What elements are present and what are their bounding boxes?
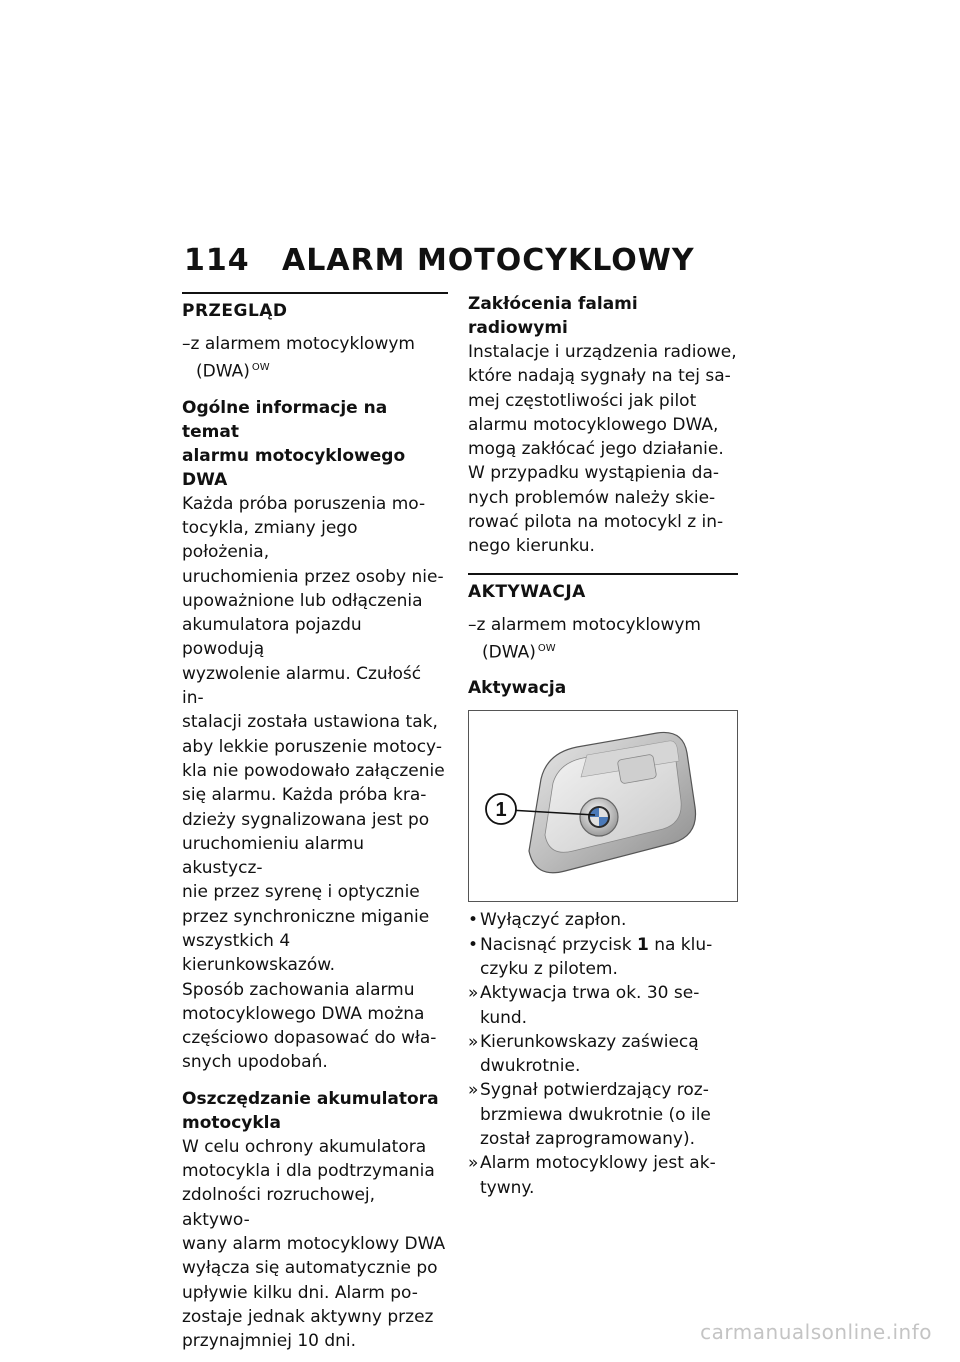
step-result: »Sygnał potwierdzający roz- brzmiewa dwukrotnie (o ile został zaprogramowany). [468, 1080, 711, 1149]
watermark: carmanualsonline.info [700, 1320, 932, 1344]
chapter-title: ALARM MOTOCYKLOWY [282, 243, 695, 278]
section-rule [182, 292, 448, 294]
text-line: które nadają sygnały na tej sa- [468, 366, 731, 387]
text-line: motocykla i dla podtrzymania [182, 1161, 435, 1182]
step-result: »Alarm motocyklowy jest ak- tywny. [468, 1153, 716, 1198]
text-line: alarmu motocyklowego DWA, [468, 414, 719, 435]
text-line: upływie kilku dni. Alarm po- [182, 1282, 418, 1303]
page-header [184, 243, 695, 278]
subheading-battery-1: Oszczędzanie akumulatora [182, 1088, 439, 1109]
text-line: dzieży sygnalizowana jest po [182, 809, 430, 830]
text-line: aby lekkie poruszenie motocy- [182, 736, 442, 757]
text-line: mogą zakłócać jego działanie. [468, 439, 724, 460]
text-line: nie przez syrenę i optycznie [182, 882, 420, 903]
key-fob-figure [468, 710, 738, 902]
text-line: nych problemów należy skie- [468, 487, 716, 508]
section-rule [468, 573, 738, 575]
text-line: nego kierunku. [468, 536, 595, 557]
text-line: uruchomieniu alarmu akustycz- [182, 833, 365, 879]
text-line: W celu ochrony akumulatora [182, 1136, 427, 1157]
text-line: W przypadku wystąpienia da- [468, 463, 720, 484]
text-line: kla nie powodowało załączenie [182, 760, 445, 781]
text-line: snych upodobań. [182, 1052, 328, 1073]
text-line: Instalacje i urządzenia radiowe, [468, 342, 737, 362]
equipment-text: z alarmem motocyklowym [190, 334, 415, 354]
text-line: stalacji została ustawiona tak, [182, 712, 438, 733]
text-line: częściowo dopasować do wła- [182, 1028, 437, 1049]
page-number: 114 [184, 243, 250, 278]
callout-number: 1 [495, 799, 507, 822]
text-line: wszystkich 4 kierunkowskazów. [182, 931, 335, 976]
equipment-item: –z alarmem motocyklowym (DWA) $^{OW}$ [182, 334, 415, 382]
radio-paragraph [468, 340, 738, 559]
left-column [182, 292, 448, 1353]
equipment-code: (DWA) [196, 361, 250, 382]
battery-paragraph [182, 1135, 448, 1354]
text-line: Każda próba poruszenia mo- [182, 493, 426, 514]
subheading-general-2: alarmu motocyklowego DWA [182, 445, 406, 490]
equipment-sup: OW [251, 362, 270, 373]
subheading-general-1: Ogólne informacje na temat [182, 397, 388, 442]
text-line: tocykla, zmiany jego położenia, [182, 517, 358, 563]
section-title-overview: PRZEGLĄD [182, 301, 288, 321]
text-line: mej częstotliwości jak pilot [468, 390, 697, 411]
general-paragraph [182, 492, 448, 1075]
equipment-code: (DWA) [482, 642, 536, 663]
equipment-item: –z alarmem motocyklowym (DWA) $^{OW}$ [468, 614, 701, 663]
step-result: »Aktywacja trwa ok. 30 se- kund. [468, 983, 700, 1028]
text-line: rować pilota na motocykl z in- [468, 512, 724, 533]
key-fob-illustration [469, 711, 737, 901]
subheading-battery-2: motocykla [182, 1112, 281, 1133]
text-line: przynajmniej 10 dni. [182, 1331, 357, 1352]
text-line: motocyklowego DWA można [182, 1003, 425, 1024]
text-line: Sposób zachowania alarmu [182, 979, 415, 1000]
bmw-button-icon [580, 798, 618, 836]
text-line: się alarmu. Każda próba kra- [182, 785, 427, 806]
subheading-radio: Zakłócenia falami radiowymi [468, 294, 638, 338]
step-item: • Nacisnąć przycisk 1 na klu- czyku z pilotem. [468, 934, 713, 979]
text-line: wany alarm motocyklowy DWA [182, 1233, 446, 1254]
activation-steps [468, 908, 738, 1200]
equipment-text: z alarmem motocyklowym [476, 614, 701, 635]
right-column [468, 292, 738, 1200]
text-line: przez synchroniczne miganie [182, 906, 430, 927]
text-line: zostaje jednak aktywny przez [182, 1306, 434, 1327]
equipment-sup: OW [537, 642, 556, 654]
step-item: • Wyłączyć zapłon. [468, 910, 627, 931]
text-line: upoważnione lub odłączenia [182, 590, 423, 611]
step-result: »Kierunkowskazy zaświecą dwukrotnie. [468, 1031, 699, 1077]
text-line: uruchomienia przez osoby nie- [182, 566, 444, 587]
text-line: wyzwolenie alarmu. Czułość in- [182, 663, 422, 709]
text-line: wyłącza się automatycznie po [182, 1258, 438, 1279]
text-line: zdolności rozruchowej, aktywo- [182, 1185, 376, 1230]
subheading-activation: Aktywacja [468, 678, 567, 699]
section-title-activation: AKTYWACJA [468, 581, 586, 602]
text-line: akumulatora pojazdu powodują [182, 615, 362, 660]
